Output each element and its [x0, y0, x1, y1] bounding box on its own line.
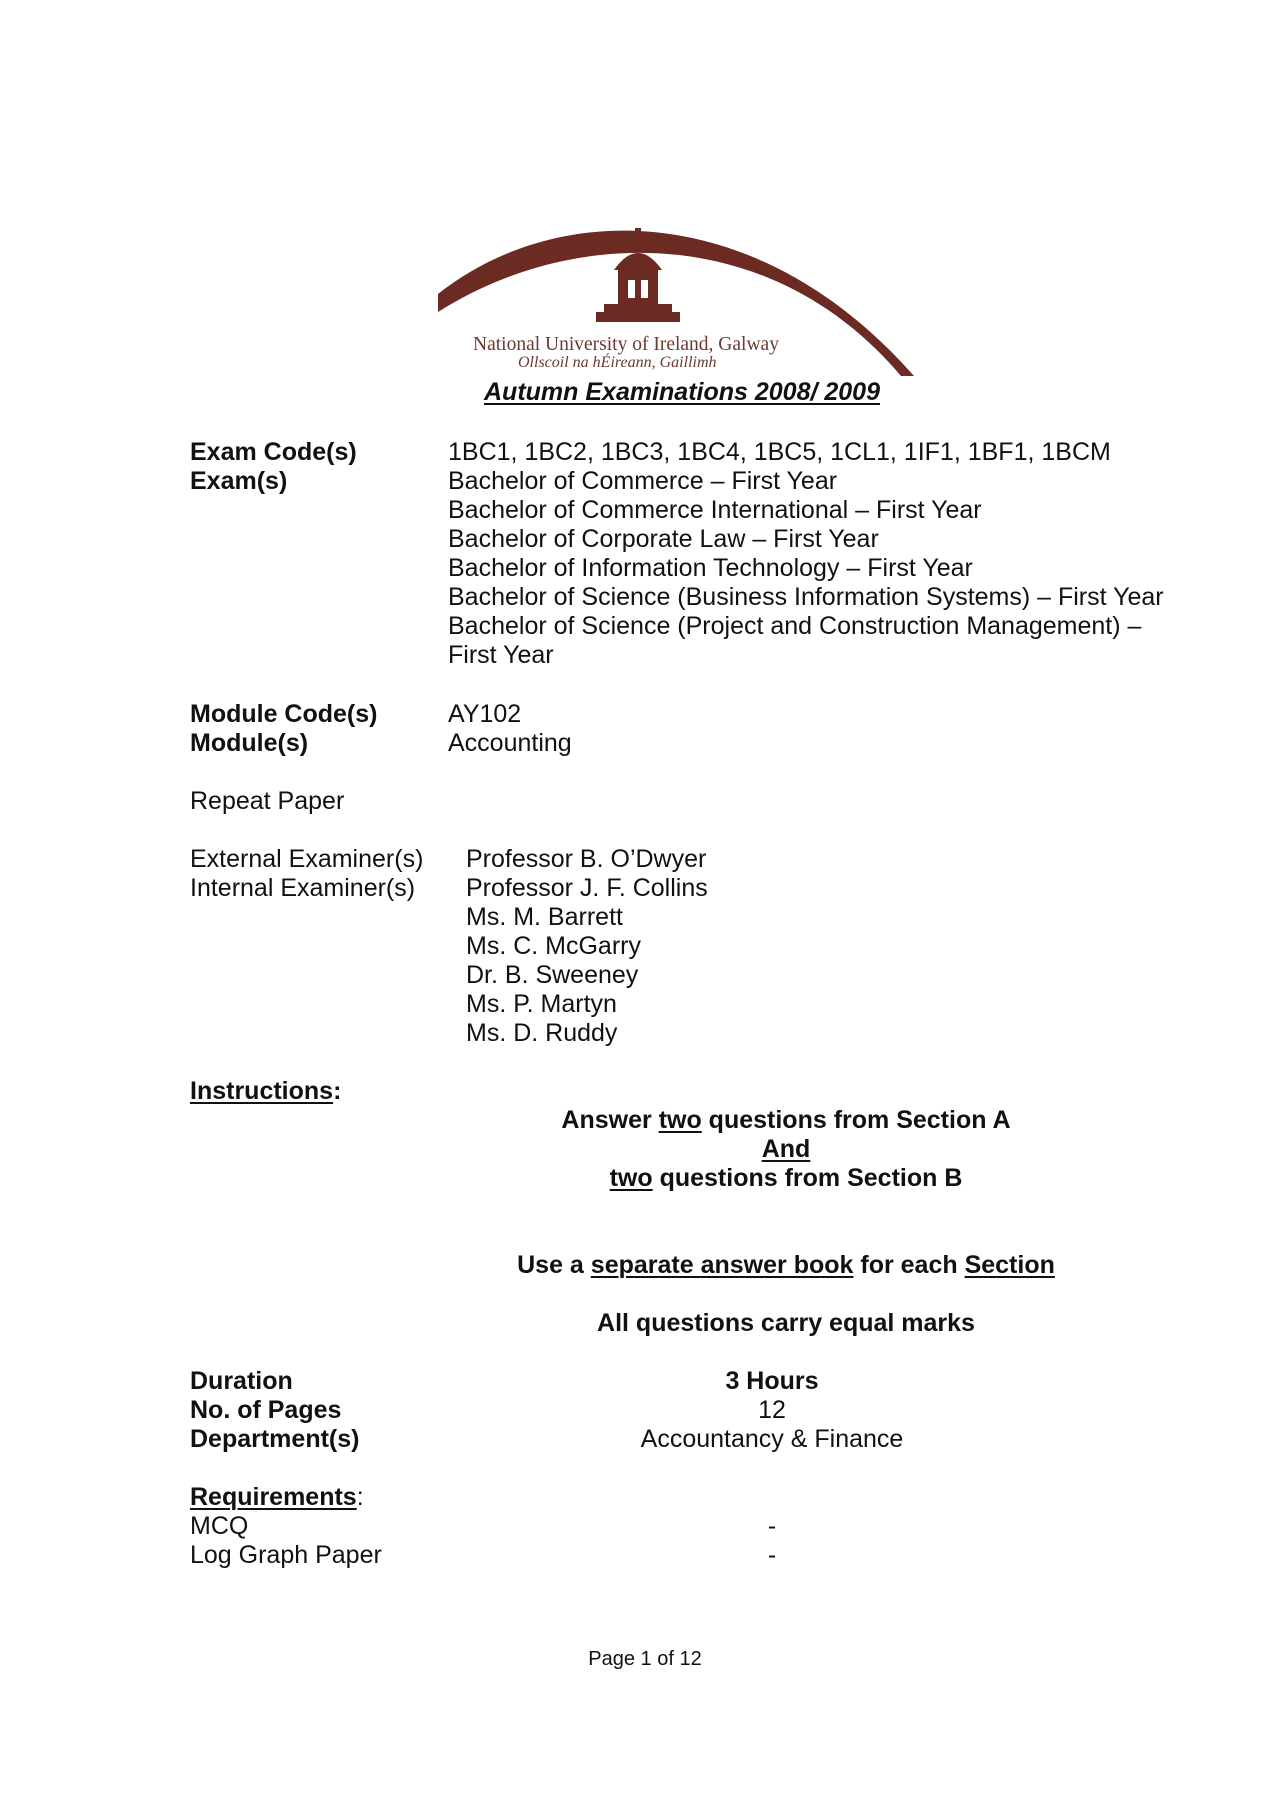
- university-logo: [438, 224, 914, 376]
- exam-line: Bachelor of Information Technology – First Year: [448, 554, 973, 582]
- examiner-name: Ms. D. Ruddy: [466, 1019, 618, 1047]
- examiner-name: Dr. B. Sweeney: [466, 961, 639, 989]
- instruction-text: for each: [853, 1251, 965, 1279]
- instruction-emphasis: separate answer book: [590, 1251, 854, 1279]
- duration-label: Duration: [190, 1367, 293, 1395]
- instruction-emphasis: Section: [964, 1251, 1055, 1279]
- requirements-heading: [190, 1483, 364, 1512]
- instruction-line-answer-book: [486, 1251, 1086, 1280]
- exam-line: Bachelor of Commerce – First Year: [448, 467, 838, 495]
- exams-label: Exam(s): [190, 467, 288, 495]
- modules-value: Accounting: [448, 729, 572, 757]
- exam-line: Bachelor of Science (Business Information Systems) – First Year: [448, 583, 1164, 611]
- instruction-line-equal-marks: All questions carry equal marks: [597, 1309, 975, 1337]
- exam-codes-label: Exam Code(s): [190, 438, 357, 466]
- instruction-line-section-a: [486, 1106, 1086, 1135]
- external-examiner-label: External Examiner(s): [190, 845, 424, 873]
- instructions-label: Instructions: [190, 1077, 334, 1105]
- module-codes-label: Module Code(s): [190, 700, 378, 728]
- log-graph-paper-label: Log Graph Paper: [190, 1541, 382, 1569]
- exams-list: [448, 467, 1164, 670]
- page-number: Page 1 of 12: [588, 1648, 702, 1670]
- exam-line: Bachelor of Commerce International – First Year: [448, 496, 982, 524]
- logo-name-english: National University of Ireland, Galway: [473, 334, 779, 355]
- examiner-name: Ms. M. Barrett: [466, 903, 623, 931]
- examiner-names-list: [466, 845, 708, 1048]
- department-value: Accountancy & Finance: [640, 1425, 904, 1453]
- examiner-name: Professor J. F. Collins: [466, 874, 708, 902]
- examiner-name: Ms. P. Martyn: [466, 990, 617, 1018]
- examiner-name: Professor B. O’Dwyer: [466, 845, 707, 873]
- requirements-colon: :: [356, 1483, 364, 1511]
- duration-value: 3 Hours: [725, 1367, 819, 1395]
- mcq-label: MCQ: [190, 1512, 249, 1540]
- instructions-heading: [190, 1077, 341, 1106]
- instruction-text: questions from Section B: [652, 1164, 963, 1192]
- instruction-text: questions from Section A: [701, 1106, 1011, 1134]
- exam-line: Bachelor of Science (Project and Construction Management) –: [448, 612, 1142, 640]
- mcq-value: -: [767, 1512, 777, 1540]
- pages-value: 12: [758, 1396, 786, 1424]
- instruction-emphasis: two: [609, 1164, 653, 1192]
- requirements-label: Requirements: [190, 1483, 357, 1511]
- repeat-paper-label: Repeat Paper: [190, 787, 345, 815]
- instruction-emphasis: two: [658, 1106, 702, 1134]
- exam-line: Bachelor of Corporate Law – First Year: [448, 525, 879, 553]
- instruction-line-section-b: [486, 1164, 1086, 1193]
- exam-line: First Year: [448, 641, 554, 669]
- log-graph-paper-value: -: [767, 1541, 777, 1569]
- department-label: Department(s): [190, 1425, 360, 1453]
- modules-label: Module(s): [190, 729, 309, 757]
- internal-examiner-label: Internal Examiner(s): [190, 874, 416, 902]
- pages-label: No. of Pages: [190, 1396, 342, 1424]
- instruction-text: Use a: [517, 1251, 591, 1279]
- module-codes-value: AY102: [448, 700, 522, 728]
- instruction-line-and: [486, 1135, 1086, 1164]
- instruction-emphasis: And: [761, 1135, 811, 1163]
- instructions-colon: :: [333, 1077, 342, 1105]
- examiner-name: Ms. C. McGarry: [466, 932, 641, 960]
- instruction-text: Answer: [561, 1106, 659, 1134]
- logo-name-irish: Ollscoil na hÉireann, Gaillimh: [518, 354, 717, 371]
- exam-codes-value: 1BC1, 1BC2, 1BC3, 1BC4, 1BC5, 1CL1, 1IF1, 1BF1, 1BCM: [448, 438, 1111, 466]
- exam-session-title: Autumn Examinations 2008/ 2009: [484, 378, 880, 406]
